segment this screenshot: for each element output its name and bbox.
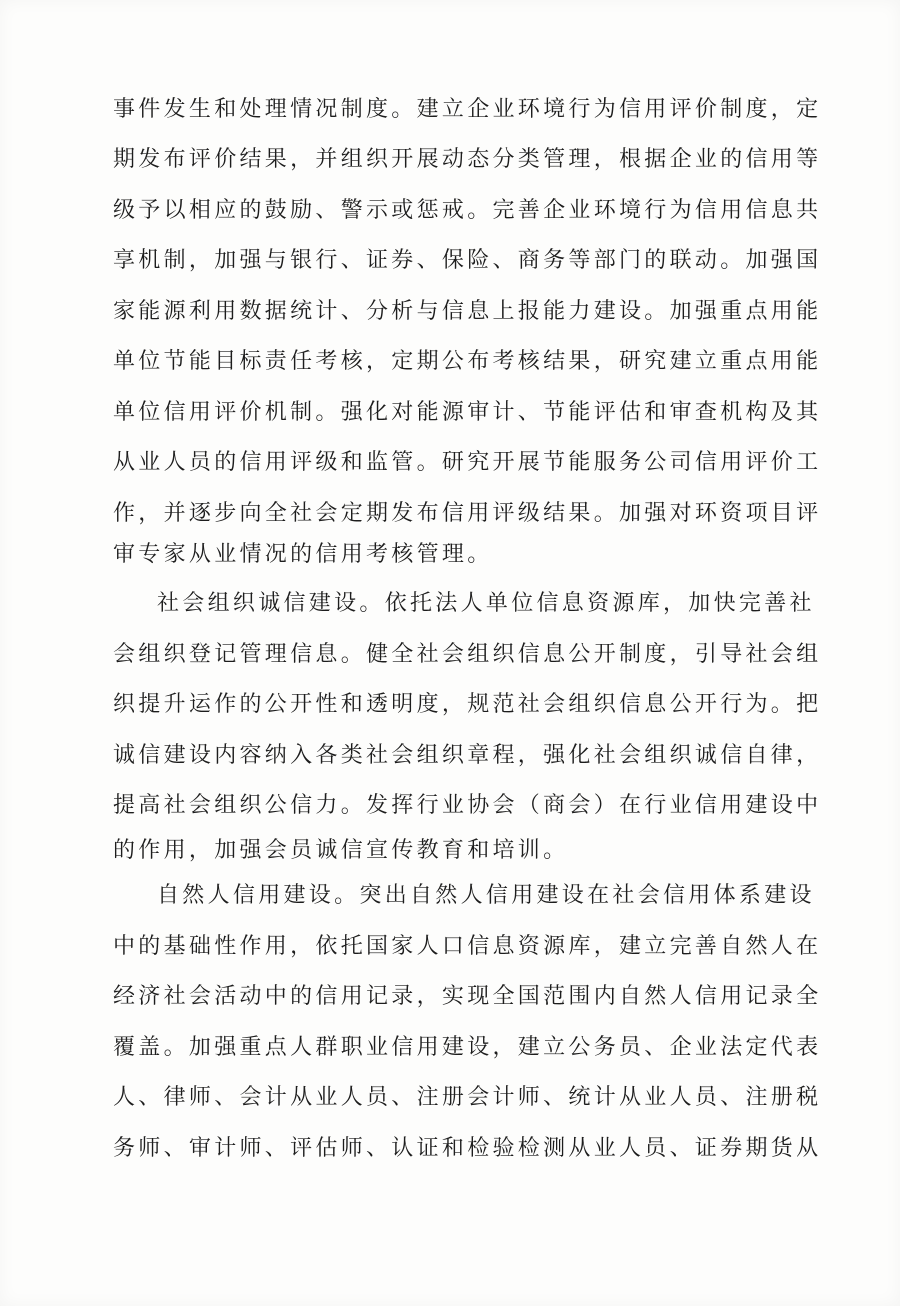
text-line: 中的基础性作用，依托国家人口信息资源库，建立完善自然人在 bbox=[113, 934, 822, 959]
text-line: 事件发生和处理情况制度。建立企业环境行为信用评价制度，定 bbox=[113, 97, 822, 122]
text-line: 审专家从业情况的信用考核管理。 bbox=[113, 542, 493, 567]
text-line: 的作用，加强会员诚信宣传教育和培训。 bbox=[113, 838, 569, 863]
text-line: 享机制，加强与银行、证券、保险、商务等部门的联动。加强国 bbox=[113, 248, 822, 273]
text-line: 单位节能目标责任考核，定期公布考核结果，研究建立重点用能 bbox=[113, 349, 822, 374]
text-line: 级予以相应的鼓励、警示或惩戒。完善企业环境行为信用信息共 bbox=[113, 198, 822, 223]
text-line: 从业人员的信用评级和监管。研究开展节能服务公司信用评价工 bbox=[113, 450, 822, 475]
text-line: 家能源利用数据统计、分析与信息上报能力建设。加强重点用能 bbox=[113, 299, 822, 324]
text-line: 单位信用评价机制。强化对能源审计、节能评估和审查机构及其 bbox=[113, 400, 822, 425]
text-line: 作，并逐步向全社会定期发布信用评级结果。加强对环资项目评 bbox=[113, 501, 822, 526]
text-line: 人、律师、会计从业人员、注册会计师、统计从业人员、注册税 bbox=[113, 1085, 822, 1110]
text-line: 诚信建设内容纳入各类社会组织章程，强化社会组织诚信自律， bbox=[113, 743, 822, 768]
paragraph-start-line: 社会组织诚信建设。依托法人单位信息资源库，加快完善社 bbox=[157, 591, 815, 616]
text-line: 经济社会活动中的信用记录，实现全国范围内自然人信用记录全 bbox=[113, 984, 822, 1009]
text-line: 务师、审计师、评估师、认证和检验检测从业人员、证券期货从 bbox=[113, 1136, 822, 1161]
text-line: 织提升运作的公开性和透明度，规范社会组织信息公开行为。把 bbox=[113, 692, 822, 717]
text-line: 覆盖。加强重点人群职业信用建设，建立公务员、企业法定代表 bbox=[113, 1035, 822, 1060]
text-line: 会组织登记管理信息。健全社会组织信息公开制度，引导社会组 bbox=[113, 642, 822, 667]
text-line: 期发布评价结果，并组织开展动态分类管理，根据企业的信用等 bbox=[113, 147, 822, 172]
text-line: 提高社会组织公信力。发挥行业协会（商会）在行业信用建设中 bbox=[113, 793, 822, 818]
paragraph-start-line: 自然人信用建设。突出自然人信用建设在社会信用体系建设 bbox=[157, 883, 815, 908]
